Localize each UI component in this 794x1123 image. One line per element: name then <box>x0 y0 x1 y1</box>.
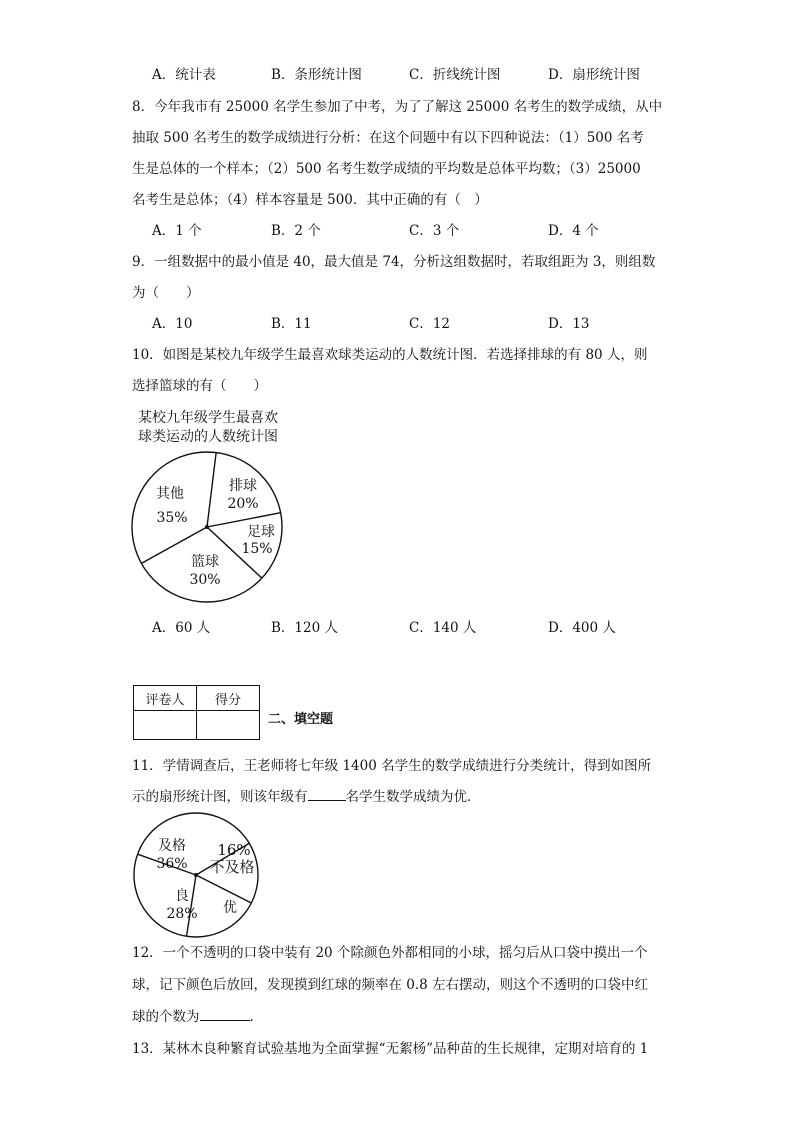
chart-title-line-2: 球类运动的人数统计图 <box>138 429 278 445</box>
q9-option-a: A．10 <box>152 316 193 332</box>
q9-line-2: 为（ ） <box>132 285 200 301</box>
q7-option-b: B．条形统计图 <box>271 67 362 83</box>
q8-line-3: 生是总体的一个样本；（2）500 名考生数学成绩的平均数是总体平均数；（3）25000 <box>132 161 641 177</box>
q12-answer-blank <box>200 1020 250 1021</box>
q11-line-2 <box>132 788 481 806</box>
score-cell <box>197 711 260 740</box>
q10-option-a: A．60 人 <box>152 620 211 636</box>
q11-answer-blank <box>308 800 346 801</box>
slice-label: 足球 <box>247 524 275 540</box>
slice-percent-label: 15% <box>241 541 273 557</box>
q10-line-1: 10．如图是某校九年级学生最喜欢球类运动的人数统计图．若选择排球的有 80 人，则 <box>132 347 648 363</box>
slice-label: 良 <box>175 888 189 904</box>
q12-line-3 <box>132 1008 263 1026</box>
score-table <box>133 685 260 740</box>
q7-option-d: D．扇形统计图 <box>548 67 640 83</box>
slice-percent-label: 36% <box>156 856 188 872</box>
pie-slice-boundary <box>207 453 216 527</box>
q10-option-d: D．400 人 <box>548 620 616 636</box>
ball-sports-pie-chart <box>125 450 295 610</box>
q8-line-2: 抽取 500 名考生的数学成绩进行分析：在这个问题中有以下四种说法：（1）500 名考 <box>132 130 644 146</box>
q8-option-c: C．3 个 <box>409 223 460 239</box>
q7-option-c: C．折线统计图 <box>409 67 501 83</box>
slice-percent-label: 16% <box>217 841 251 859</box>
slice-percent-label: 30% <box>189 572 221 588</box>
grade-distribution-pie-chart <box>128 812 268 940</box>
grader-cell <box>134 711 197 740</box>
q10-option-b: B．120 人 <box>271 620 338 636</box>
q12-line-3-after: ． <box>249 1009 263 1025</box>
slice-label: 其他 <box>156 486 184 502</box>
q11-line-2-after: 名学生数学成绩为优． <box>345 789 481 805</box>
chart-title-line-1: 某校九年级学生最喜欢 <box>138 410 278 426</box>
slice-label: 排球 <box>229 478 257 494</box>
q9-line-1: 9．一组数据中的最小值是 40，最大值是 74，分析这组数据时，若取组距为 3，则组数 <box>132 254 656 270</box>
q8-option-b: B．2 个 <box>271 223 321 239</box>
q9-option-b: B．11 <box>271 316 312 332</box>
pie-center-dot <box>205 525 209 529</box>
q12-line-2: 球，记下颜色后放回，发现摸到红球的频率在 0.8 左右摆动，则这个不透明的口袋中红 <box>132 977 649 993</box>
q7-option-a: A．统计表 <box>152 67 216 83</box>
q9-option-d: D．13 <box>548 316 590 332</box>
q8-option-d: D．4 个 <box>548 223 599 239</box>
slice-percent-label: 28% <box>166 906 198 922</box>
q8-line-1: 8．今年我市有 25000 名学生参加了中考，为了了解这 25000 名考生的数学成绩，从中 <box>132 99 663 115</box>
slice-label: 优 <box>223 900 237 916</box>
pie-slice-boundary <box>196 875 251 903</box>
q11-line-2-before: 示的扇形统计图，则该年级有 <box>132 789 308 805</box>
slice-percent-label: 35% <box>156 510 188 526</box>
q10-line-2: 选择篮球的有（ ） <box>132 378 267 394</box>
slice-percent-label: 20% <box>227 496 259 512</box>
q13-line-1: 13．某林木良种繁育试验基地为全面掌握“无絮杨”品种苗的生长规律，定期对培育的 1 <box>132 1041 649 1057</box>
q8-line-4: 名考生是总体；（4）样本容量是 500．其中正确的有（ ） <box>132 192 488 208</box>
slice-label: 篮球 <box>191 554 219 570</box>
q12-line-3-before: 球的个数为 <box>132 1009 200 1025</box>
q11-line-1: 11．学情调查后，王老师将七年级 1400 名学生的数学成绩进行分类统计，得到如图所 <box>132 758 652 774</box>
q9-option-c: C．12 <box>409 316 451 332</box>
q12-line-1: 12．一个不透明的口袋中装有 20 个除颜色外都相同的小球，摇匀后从口袋中摸出一个 <box>132 945 648 961</box>
pie-center-dot <box>194 873 198 877</box>
slice-label: 不及格 <box>209 858 255 876</box>
grader-header: 评卷人 <box>134 686 197 711</box>
slice-label: 及格 <box>158 838 186 854</box>
q8-option-a: A．1 个 <box>152 223 202 239</box>
q10-option-c: C．140 人 <box>409 620 477 636</box>
score-header: 得分 <box>197 686 260 711</box>
section-title: 二、填空题 <box>268 712 334 727</box>
